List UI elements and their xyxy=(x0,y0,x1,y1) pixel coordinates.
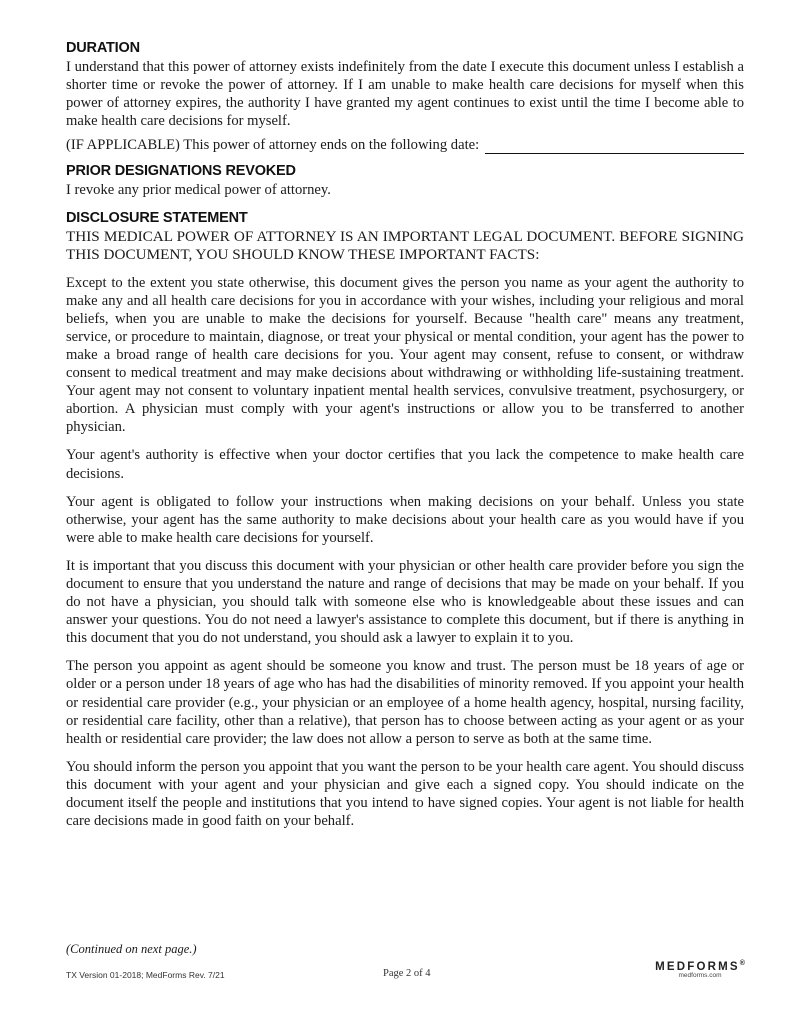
medforms-logo xyxy=(650,960,750,979)
continued-note: (Continued on next page.) xyxy=(66,942,197,956)
disclosure-paragraph: You should inform the person you appoint that you want the person to be your health care agent. You should discuss this document with your agent and your physician and give each a signed copy. You should indicate on the document itself the people and institutions that you intend to have signed copies. Your agent is not liable for health care decisions made in good faith on your behalf. xyxy=(66,758,744,830)
disclosure-paragraph: Your agent's authority is effective when your doctor certifies that you lack the competence to make health care decisions. xyxy=(66,447,744,482)
end-date-label: (IF APPLICABLE) This power of attorney ends on the following date: xyxy=(66,137,480,154)
document-body xyxy=(66,40,744,840)
prior-designations-section xyxy=(66,163,744,199)
disclosure-section xyxy=(66,210,744,831)
end-date-row xyxy=(66,136,744,154)
prior-designations-heading: PRIOR DESIGNATIONS REVOKED xyxy=(66,163,296,180)
disclosure-heading: DISCLOSURE STATEMENT xyxy=(66,209,248,226)
disclosure-paragraph: Your agent is obligated to follow your instructions when making decisions on your behalf. Unless you state otherwise, your agent has the same authority to make decisions about your health care as you would have if you were able to make health care decisions for yourself. xyxy=(66,493,744,546)
duration-paragraph: I understand that this power of attorney exists indefinitely from the date I execute this document unless I establish a shorter time or revoke the power of attorney. If I am unable to make health care decisions for myself when this power of attorney expires, the authority I have granted my agent continues to exist until the time I become able to make health care decisions for myself. xyxy=(66,59,744,130)
logo-wordmark: MEDFORMS® xyxy=(655,960,745,973)
disclosure-paragraph: The person you appoint as agent should be someone you know and trust. The person must be 18 years of age or older or a person under 18 years of age who has had the disabilities of minority removed. If you appoint your health or residential care provider (e.g., your physician or an employee of a home health agency, hospital, nursing facility, or residential care facility, other than a relative), that person has to choose between acting as your agent or as your health or residential care provider; the law does not allow a person to serve as both at the same time. xyxy=(66,658,744,747)
version-label: TX Version 01-2018; MedForms Rev. 7/21 xyxy=(66,970,225,980)
disclosure-paragraph: Except to the extent you state otherwise, this document gives the person you name as your agent the authority to make any and all health care decisions for you in accordance with your wishes, including your religious and moral beliefs, when you are unable to make the decisions for yourself. Because "health care" means any treatment, service, or procedure to maintain, diagnose, or treat your physical or mental condition, your agent has the power to make a broad range of health care decisions for you. Your agent may consent, refuse to consent, or withdraw consent to medical treatment and may make decisions about withdrawing or withholding life-sustaining treatment. Your agent may not consent to voluntary inpatient mental health services, convulsive treatment, psychosurgery, or abortion. A physician must comply with your agent's instructions or allow you to be transferred to another physician. xyxy=(66,274,744,436)
disclosure-paragraph: It is important that you discuss this document with your physician or other health care provider before you sign the document to ensure that you understand the nature and range of decisions that may be made on your behalf. If you do not have a physician, you should talk with someone else who is knowledgeable about these issues and can answer your questions. You do not need a lawyer's assistance to complete this document, but if there is anything in this document that you do not understand, you should ask a lawyer to explain it to you. xyxy=(66,557,744,647)
logo-website: medforms.com xyxy=(678,971,722,979)
page-number: Page 2 of 4 xyxy=(383,968,431,979)
disclosure-intro: THIS MEDICAL POWER OF ATTORNEY IS AN IMPORTANT LEGAL DOCUMENT. BEFORE SIGNING THIS DOCUMENT, YOU SHOULD KNOW THESE IMPORTANT FACTS: xyxy=(66,227,744,263)
prior-designations-paragraph: I revoke any prior medical power of attorney. xyxy=(66,182,331,199)
duration-section xyxy=(66,40,744,154)
duration-heading: DURATION xyxy=(66,40,140,56)
end-date-field[interactable] xyxy=(485,139,744,154)
